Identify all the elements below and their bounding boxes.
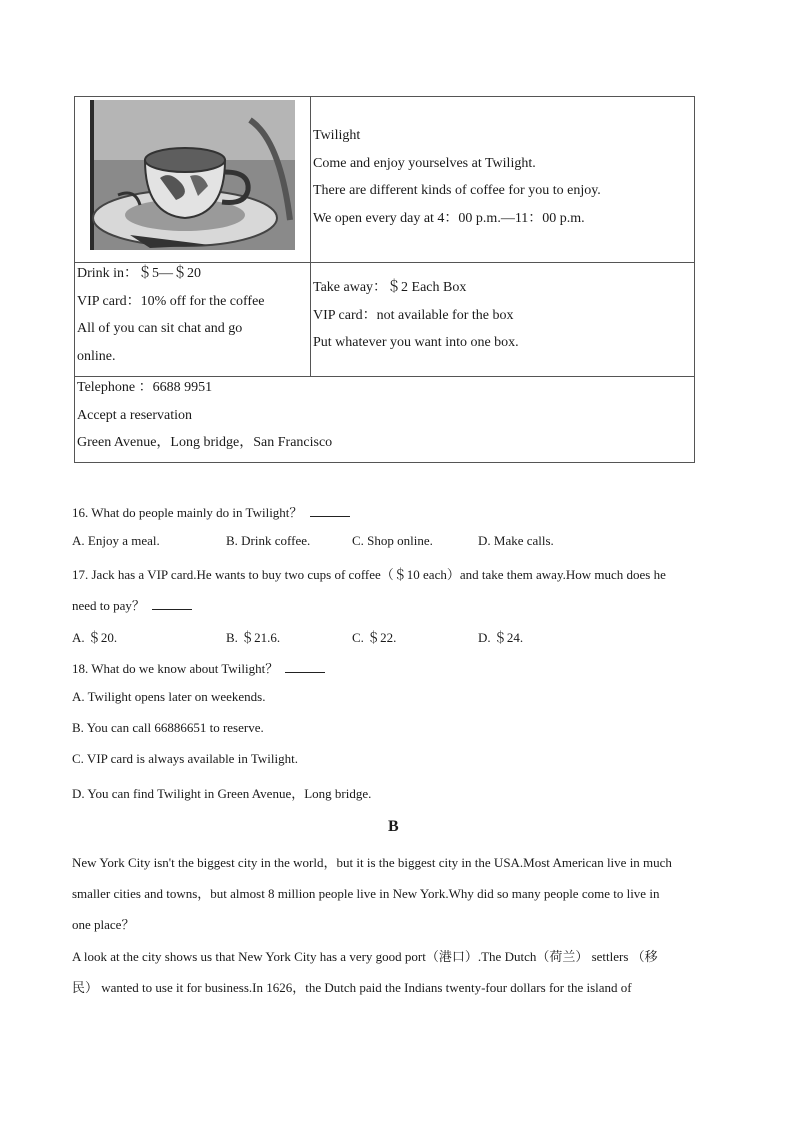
option: D. Make calls. — [478, 533, 554, 548]
ad-photo-cell — [75, 97, 311, 262]
answer-blank — [285, 662, 325, 673]
drink-in-vip: VIP card：10% off for the coffee — [77, 293, 265, 309]
ad-intro-line: Come and enjoy yourselves at Twilight. — [313, 155, 536, 171]
question-number: 16. — [72, 505, 89, 520]
question-text: What do we know about Twilight？ — [91, 661, 279, 676]
ad-hours-line: We open every day at 4：00 p.m.—11：00 p.m. — [313, 211, 585, 227]
drink-in-note: All of you can sit chat and go — [77, 321, 243, 337]
ad-telephone: Telephone ：6688 9951 — [77, 380, 213, 395]
drink-in-price: Drink in：＄5—＄20 — [77, 266, 202, 281]
ad-reservation: Accept a reservation — [77, 407, 193, 423]
option: B. ＄21.6. — [226, 630, 281, 645]
question-number: 18. — [72, 661, 89, 676]
take-away-price: Take away：＄2 Each Box — [313, 280, 467, 295]
ad-row-prices — [75, 262, 694, 377]
ad-drink-in-cell — [75, 262, 311, 376]
question-17-line2 — [72, 595, 192, 614]
ad-address: Green Avenue，Long bridge，San Francisco — [77, 435, 333, 451]
option: A. ＄20. — [72, 630, 118, 645]
passage-line: smaller cities and towns，but almost 8 million people live in New York.Why did so many people come to live in — [72, 886, 660, 901]
option: B. Drink coffee. — [226, 533, 311, 548]
ad-table — [74, 96, 695, 463]
question-text: What do people mainly do in Twilight？ — [91, 505, 303, 520]
question-17 — [72, 564, 666, 583]
ad-row-contact — [75, 376, 694, 462]
passage-line: New York City isn't the biggest city in the world，but it is the biggest city in the USA.Most American live in much — [72, 855, 672, 870]
ad-row-header — [75, 97, 694, 263]
coffee-cup-photo — [90, 100, 295, 250]
question-16 — [72, 502, 350, 521]
option: A. Twilight opens later on weekends. — [72, 689, 266, 704]
ad-take-away-cell — [311, 262, 694, 376]
passage-line: one place？ — [72, 917, 135, 932]
option: C. Shop online. — [352, 533, 433, 548]
option: A. Enjoy a meal. — [72, 533, 160, 548]
ad-intro-line: There are different kinds of coffee for you to enjoy. — [313, 183, 601, 199]
answer-blank — [152, 599, 192, 610]
passage-paragraph — [72, 847, 727, 940]
question-number: 17. — [72, 567, 89, 582]
take-away-note: Put whatever you want into one box. — [313, 335, 519, 351]
drink-in-note: online. — [77, 349, 116, 365]
option: C. ＄22. — [352, 630, 397, 645]
take-away-vip: VIP card：not available for the box — [313, 307, 514, 323]
section-heading: B — [388, 818, 399, 835]
option: B. You can call 66886651 to reserve. — [72, 720, 264, 735]
question-text: need to pay？ — [72, 598, 145, 613]
ad-title: Twilight — [313, 128, 361, 143]
option: D. You can find Twilight in Green Avenue，Long bridge. — [72, 786, 372, 801]
question-text: Jack has a VIP card.He wants to buy two cups of coffee（＄10 each）and take them away.How much does he — [91, 567, 666, 582]
passage-line: A look at the city shows us that New York City has a very good port（港口）.The Dutch（荷兰） settlers （移 — [72, 949, 658, 964]
answer-blank — [310, 506, 350, 517]
option: C. VIP card is always available in Twilight. — [72, 751, 298, 766]
ad-intro-cell — [311, 97, 694, 262]
passage-paragraph — [72, 941, 727, 1003]
passage-line: 民） wanted to use it for business.In 1626，the Dutch paid the Indians twenty-four dollars for the island of — [72, 980, 632, 995]
option: D. ＄24. — [478, 630, 524, 645]
question-18 — [72, 658, 325, 677]
